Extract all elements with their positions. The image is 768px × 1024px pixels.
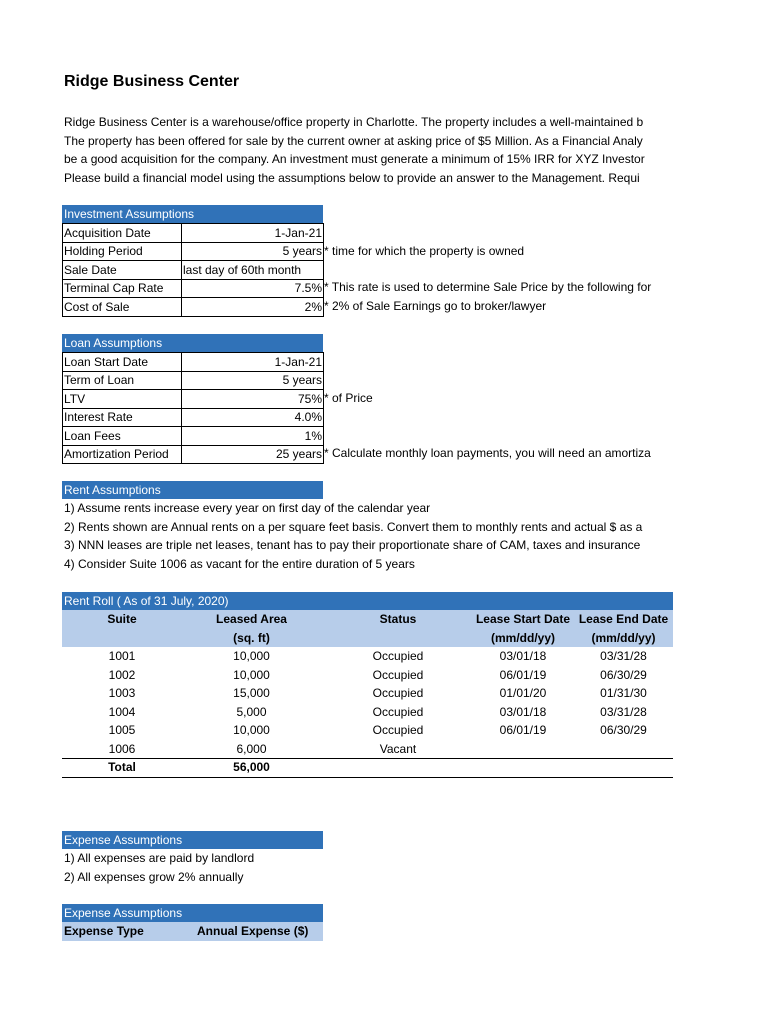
table-row bbox=[63, 427, 324, 446]
table-row bbox=[63, 390, 324, 409]
value-cell: last day of 60th month bbox=[182, 261, 324, 280]
status-cell: Occupied bbox=[372, 704, 424, 719]
holding-period-note: * time for which the property is owned bbox=[324, 244, 525, 258]
loan-assumptions-section bbox=[62, 334, 324, 464]
status-cell: Vacant bbox=[379, 741, 417, 756]
table-row bbox=[63, 261, 324, 280]
table-row bbox=[62, 666, 673, 685]
cap-rate-note: * This rate is used to determine Sale Price by the following for bbox=[324, 280, 652, 294]
label-cell: Term of Loan bbox=[63, 371, 182, 390]
column-header-area: Leased Area bbox=[216, 612, 287, 626]
amortization-note: * Calculate monthly loan payments, you will need an amortiza bbox=[324, 446, 651, 460]
table-row bbox=[62, 684, 673, 703]
column-header-lease-end-format: (mm/dd/yy) bbox=[591, 630, 656, 645]
area-cell: 10,000 bbox=[233, 649, 270, 663]
suite-cell: 1002 bbox=[108, 667, 136, 682]
table-row bbox=[63, 279, 324, 298]
list-item: 1) Assume rents increase every year on first day of the calendar year bbox=[64, 501, 431, 515]
rent-assumptions-header: Rent Assumptions bbox=[62, 481, 323, 499]
suite-cell: 1003 bbox=[108, 686, 136, 700]
expense-table-section bbox=[62, 904, 323, 941]
lease-end-cell: 03/31/28 bbox=[600, 704, 647, 719]
lease-start-cell: 03/01/18 bbox=[499, 704, 547, 719]
ltv-note: * of Price bbox=[324, 391, 373, 405]
intro-paragraph bbox=[64, 113, 674, 187]
expense-table-header: Expense Assumptions bbox=[62, 904, 323, 922]
label-cell: Holding Period bbox=[63, 242, 182, 261]
total-area: 56,000 bbox=[233, 760, 270, 774]
table-row bbox=[63, 353, 324, 372]
intro-line: Please build a financial model using the assumptions below to provide an answer to the Management. Requi bbox=[64, 170, 640, 185]
label-cell: Terminal Cap Rate bbox=[63, 279, 182, 298]
lease-start-cell: 06/01/19 bbox=[499, 723, 547, 737]
table-row bbox=[62, 703, 673, 722]
expense-column-headers bbox=[62, 922, 323, 941]
column-header-suite: Suite bbox=[107, 612, 137, 626]
label-cell: Interest Rate bbox=[63, 408, 182, 427]
rent-roll-table bbox=[62, 592, 673, 778]
status-cell: Occupied bbox=[372, 723, 424, 737]
area-cell: 6,000 bbox=[236, 741, 267, 756]
value-cell: 75% bbox=[182, 390, 324, 409]
value-cell: 5 years bbox=[182, 371, 324, 390]
label-cell: LTV bbox=[63, 390, 182, 409]
table-row bbox=[62, 647, 673, 666]
intro-line: be a good acquisition for the company. An investment must generate a minimum of 15% IRR for XYZ Investor bbox=[64, 152, 645, 166]
table-row bbox=[62, 721, 673, 740]
lease-end-cell: 03/31/28 bbox=[600, 649, 647, 663]
expense-assumptions-section bbox=[62, 831, 323, 849]
column-header-expense-type: Expense Type bbox=[64, 924, 144, 938]
lease-start-cell: 06/01/19 bbox=[499, 667, 547, 682]
expense-assumptions-list bbox=[64, 849, 254, 886]
value-cell: 5 years bbox=[182, 242, 324, 261]
rent-roll-header: Rent Roll ( As of 31 July, 2020) bbox=[62, 592, 673, 610]
total-row bbox=[62, 758, 673, 777]
rent-assumptions-list bbox=[64, 499, 674, 573]
suite-cell: 1006 bbox=[108, 741, 136, 756]
value-cell: 1-Jan-21 bbox=[182, 224, 324, 243]
table-row bbox=[63, 242, 324, 261]
suite-cell: 1004 bbox=[108, 704, 136, 719]
investment-assumptions-header: Investment Assumptions bbox=[62, 205, 323, 223]
list-item: 1) All expenses are paid by landlord bbox=[64, 851, 255, 865]
table-row bbox=[63, 224, 324, 243]
investment-assumptions-section bbox=[62, 205, 324, 317]
area-cell: 5,000 bbox=[236, 704, 267, 719]
intro-line: The property has been offered for sale by the current owner at asking price of $5 Million. As a Financial Analy bbox=[64, 133, 643, 148]
status-cell: Occupied bbox=[372, 686, 424, 700]
cost-of-sale-note: * 2% of Sale Earnings go to broker/lawyer bbox=[324, 299, 547, 313]
value-cell: 7.5% bbox=[182, 279, 324, 298]
table-row bbox=[63, 371, 324, 390]
value-cell: 1-Jan-21 bbox=[182, 353, 324, 372]
intro-line: Ridge Business Center is a warehouse/office property in Charlotte. The property includes a well-maintained b bbox=[64, 115, 644, 129]
column-header-annual-expense: Annual Expense ($) bbox=[197, 924, 309, 938]
investment-assumptions-table bbox=[62, 223, 324, 317]
lease-end-cell: 06/30/29 bbox=[600, 723, 647, 737]
lease-end-cell: 06/30/29 bbox=[600, 667, 647, 682]
area-cell: 15,000 bbox=[233, 686, 270, 700]
rent-roll-column-headers bbox=[62, 610, 673, 647]
area-cell: 10,000 bbox=[233, 723, 270, 737]
value-cell: 25 years bbox=[182, 445, 324, 464]
value-cell: 2% bbox=[182, 298, 324, 317]
list-item: 3) NNN leases are triple net leases, tenant has to pay their proportionate share of CAM, taxes and insurance bbox=[64, 538, 641, 552]
suite-cell: 1001 bbox=[108, 649, 136, 663]
label-cell: Loan Start Date bbox=[63, 353, 182, 372]
column-header-lease-start: Lease Start Date bbox=[475, 612, 571, 626]
label-cell: Cost of Sale bbox=[63, 298, 182, 317]
table-row bbox=[63, 445, 324, 464]
lease-start-cell: 01/01/20 bbox=[499, 686, 547, 700]
table-row bbox=[63, 408, 324, 427]
value-cell: 1% bbox=[182, 427, 324, 446]
label-cell: Sale Date bbox=[63, 261, 182, 280]
column-header-lease-start-format: (mm/dd/yy) bbox=[490, 630, 555, 645]
suite-cell: 1005 bbox=[108, 723, 136, 737]
value-cell: 4.0% bbox=[182, 408, 324, 427]
list-item: 2) All expenses grow 2% annually bbox=[64, 869, 244, 884]
loan-assumptions-header: Loan Assumptions bbox=[62, 334, 323, 352]
label-cell: Loan Fees bbox=[63, 427, 182, 446]
loan-assumptions-table bbox=[62, 352, 324, 464]
label-cell: Amortization Period bbox=[63, 445, 182, 464]
label-cell: Acquisition Date bbox=[63, 224, 182, 243]
expense-assumptions-header: Expense Assumptions bbox=[62, 831, 323, 849]
page-title: Ridge Business Center bbox=[64, 73, 240, 90]
list-item: 2) Rents shown are Annual rents on a per square feet basis. Convert them to monthly rents and actual $ as a bbox=[64, 519, 643, 534]
status-cell: Occupied bbox=[372, 667, 424, 682]
column-header-status: Status bbox=[379, 612, 417, 626]
list-item: 4) Consider Suite 1006 as vacant for the entire duration of 5 years bbox=[64, 556, 415, 571]
total-bottom-border bbox=[62, 777, 673, 778]
table-row bbox=[63, 298, 324, 317]
total-label: Total bbox=[108, 760, 136, 774]
table-row bbox=[62, 740, 673, 759]
lease-start-cell: 03/01/18 bbox=[499, 649, 547, 663]
area-cell: 10,000 bbox=[233, 667, 270, 682]
column-header-lease-end: Lease End Date bbox=[578, 612, 669, 626]
rent-assumptions-section bbox=[62, 481, 323, 499]
column-header-area-unit: (sq. ft) bbox=[233, 630, 270, 645]
status-cell: Occupied bbox=[372, 649, 424, 663]
lease-end-cell: 01/31/30 bbox=[600, 686, 647, 700]
